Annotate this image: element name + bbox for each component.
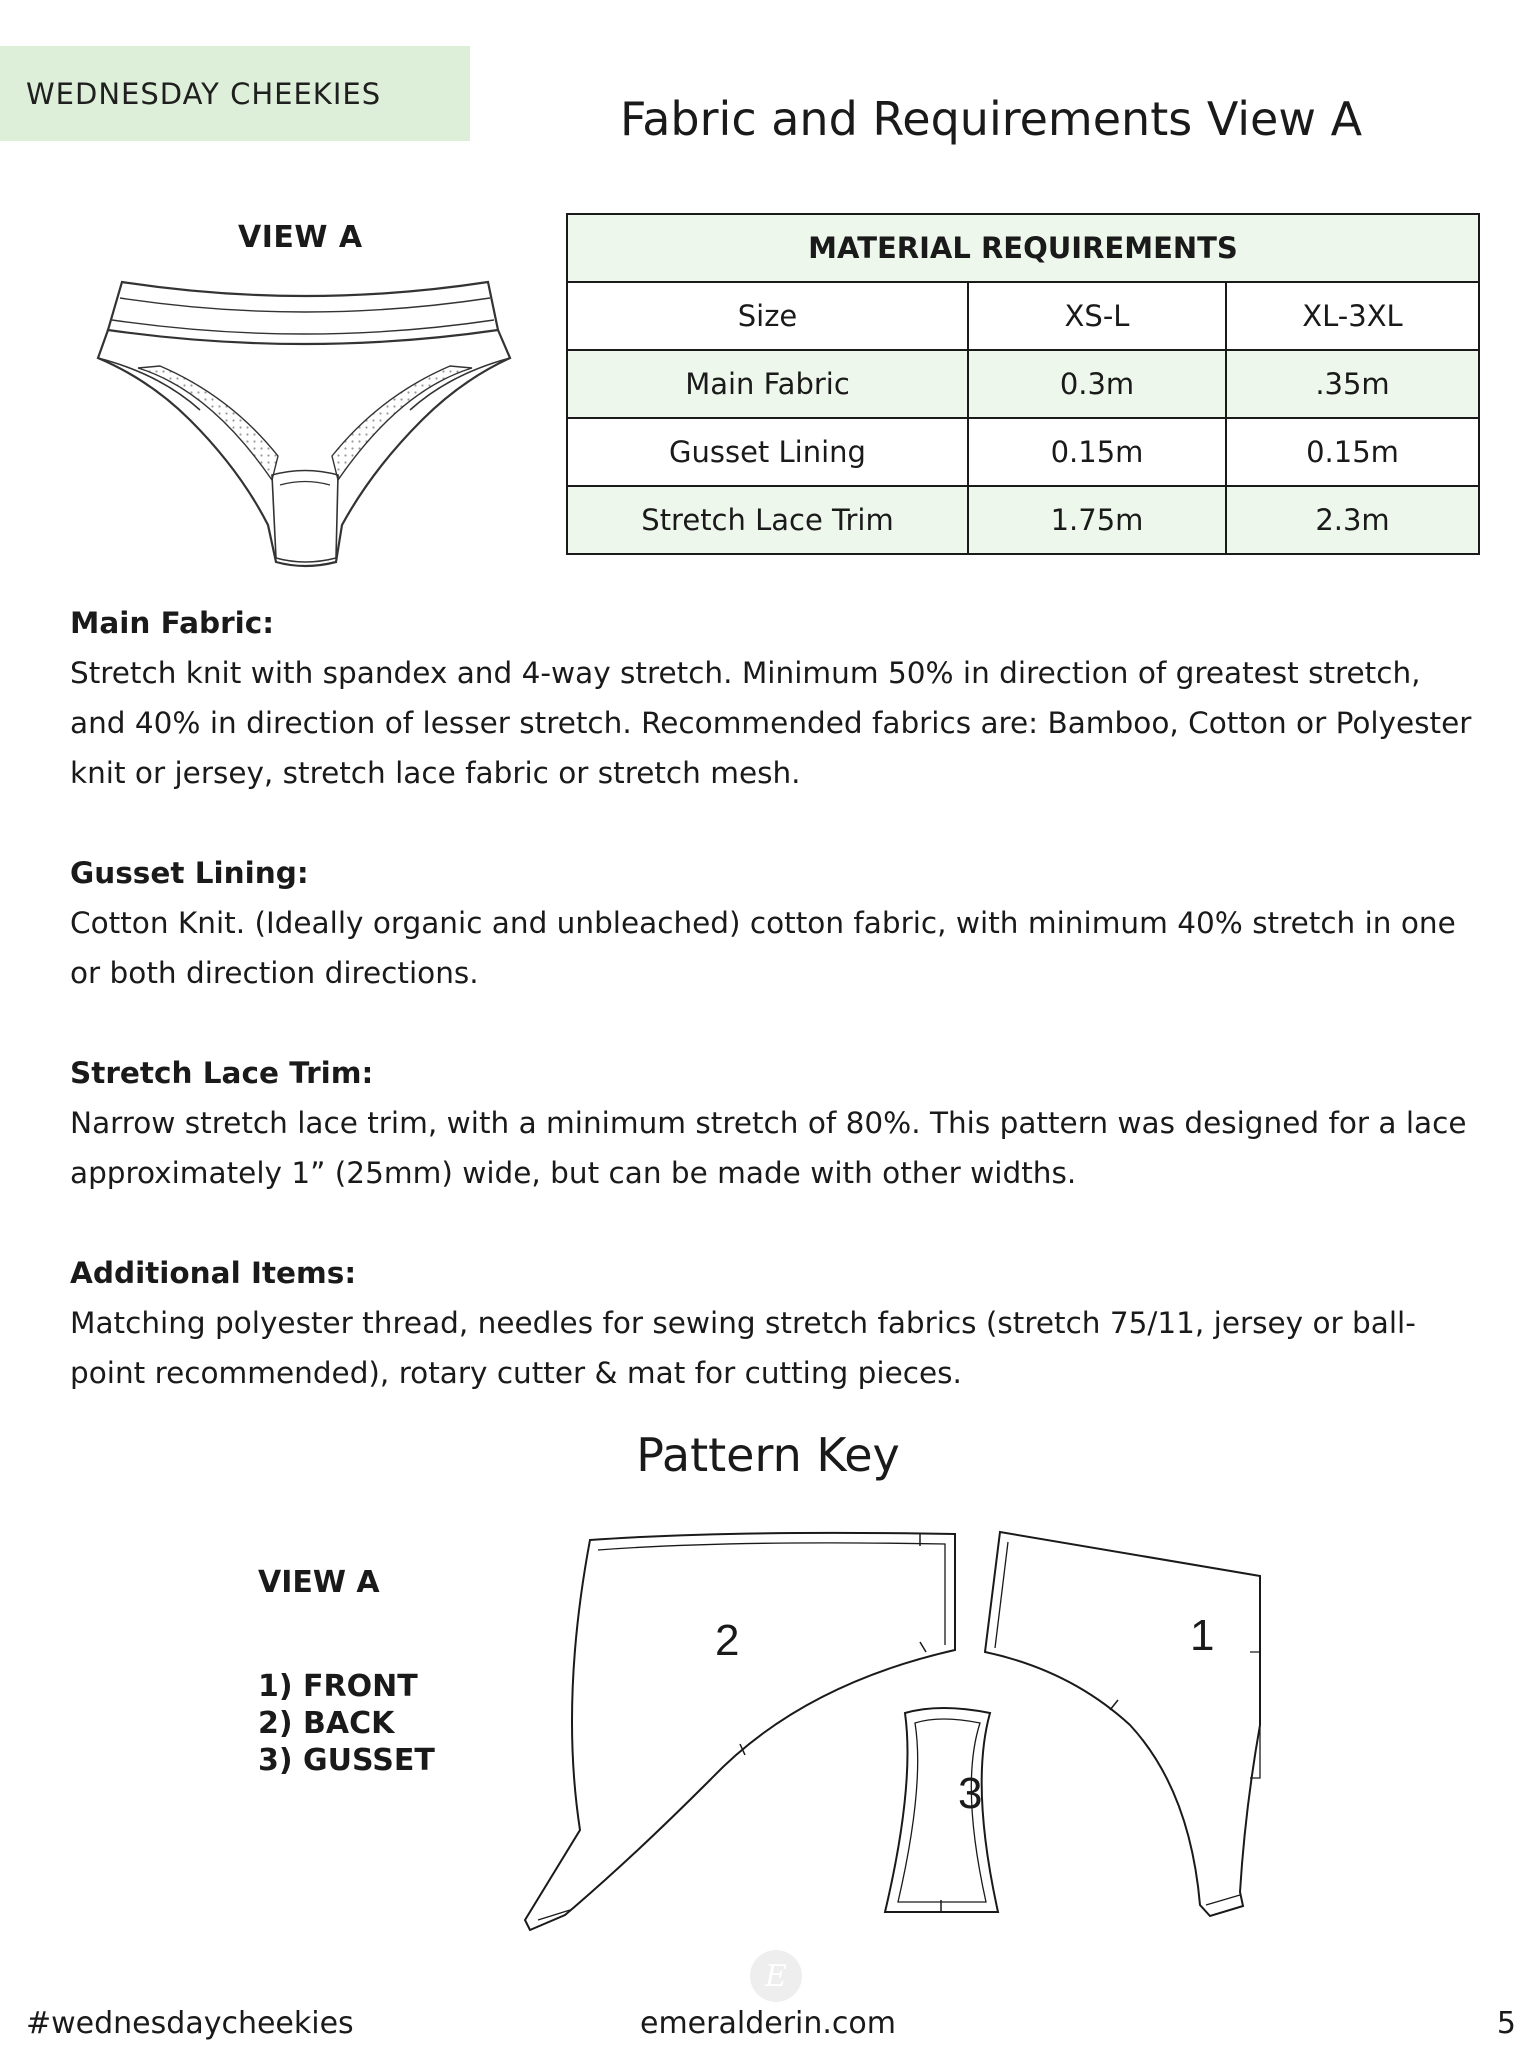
table-cell: 2.3m	[1226, 486, 1479, 554]
piece-number: 3	[958, 1769, 983, 1818]
section-gusset-lining	[70, 848, 1480, 998]
pattern-key-item: 1) FRONT	[258, 1669, 418, 1704]
table-row	[567, 350, 1479, 418]
brand-label: WEDNESDAY CHEEKIES	[26, 76, 382, 111]
brand-logo-icon	[748, 1948, 804, 2004]
section-heading: Main Fabric:	[70, 606, 275, 640]
section-additional-items	[70, 1248, 1480, 1398]
row-label: Main Fabric	[567, 350, 968, 418]
pattern-key-item: 2) BACK	[258, 1706, 395, 1741]
footer-hashtag: #wednesdaycheekies	[26, 2006, 354, 2041]
column-header: XS-L	[968, 282, 1226, 350]
footer-website-link[interactable]: emeralderin.com	[640, 2006, 896, 2041]
section-heading: Stretch Lace Trim:	[70, 1056, 374, 1090]
row-label: Gusset Lining	[567, 418, 968, 486]
pattern-piece-front	[985, 1532, 1260, 1916]
section-text: Cotton Knit. (Ideally organic and unbleached) cotton fabric, with minimum 40% stretch in one or both direction directions.	[70, 906, 1456, 990]
table-cell: 0.15m	[1226, 418, 1479, 486]
material-requirements-table	[566, 213, 1480, 555]
row-label: Stretch Lace Trim	[567, 486, 968, 554]
column-header: Size	[567, 282, 968, 350]
table-cell: 0.3m	[968, 350, 1226, 418]
pattern-pieces-diagram	[500, 1520, 1320, 1980]
illustration-view-label: VIEW A	[238, 220, 363, 255]
requirements-description	[70, 598, 1480, 1448]
section-text: Stretch knit with spandex and 4-way stretch. Minimum 50% in direction of greatest stretch, and 40% in direction of lesser stretch. Recommended fabrics are: Bamboo, Cotton or Polyester knit or jersey, stretch lace fabric or stretch mesh.	[70, 656, 1472, 790]
table-row	[567, 418, 1479, 486]
section-text: Matching polyester thread, needles for sewing stretch fabrics (stretch 75/11, jersey or ball-point recommended), rotary cutter & mat for cutting pieces.	[70, 1306, 1416, 1390]
pattern-piece-back	[525, 1533, 955, 1930]
section-main-fabric	[70, 598, 1480, 798]
section-stretch-lace-trim	[70, 1048, 1480, 1198]
garment-illustration	[90, 270, 520, 570]
pattern-key-title: Pattern Key	[636, 1428, 900, 1482]
piece-number: 1	[1190, 1611, 1215, 1660]
page-title: Fabric and Requirements View A	[620, 92, 1363, 146]
brand-tab	[0, 46, 470, 141]
section-heading: Additional Items:	[70, 1256, 357, 1290]
section-heading: Gusset Lining:	[70, 856, 309, 890]
piece-number: 2	[715, 1616, 740, 1665]
table-cell: 0.15m	[968, 418, 1226, 486]
section-text: Narrow stretch lace trim, with a minimum stretch of 80%. This pattern was designed for a lace approximately 1” (25mm) wide, but can be made with other widths.	[70, 1106, 1467, 1190]
pattern-key-list	[258, 1668, 435, 1779]
table-cell: .35m	[1226, 350, 1479, 418]
logo-letter: E	[765, 1959, 787, 1994]
table-title: MATERIAL REQUIREMENTS	[567, 214, 1479, 282]
page-number: 5	[1496, 2006, 1516, 2041]
table-row	[567, 486, 1479, 554]
pattern-piece-gusset	[885, 1708, 998, 1912]
table-header-row	[567, 282, 1479, 350]
column-header: XL-3XL	[1226, 282, 1479, 350]
pattern-key-item: 3) GUSSET	[258, 1743, 435, 1778]
pattern-key-view-label: VIEW A	[258, 1565, 380, 1600]
table-cell: 1.75m	[968, 486, 1226, 554]
